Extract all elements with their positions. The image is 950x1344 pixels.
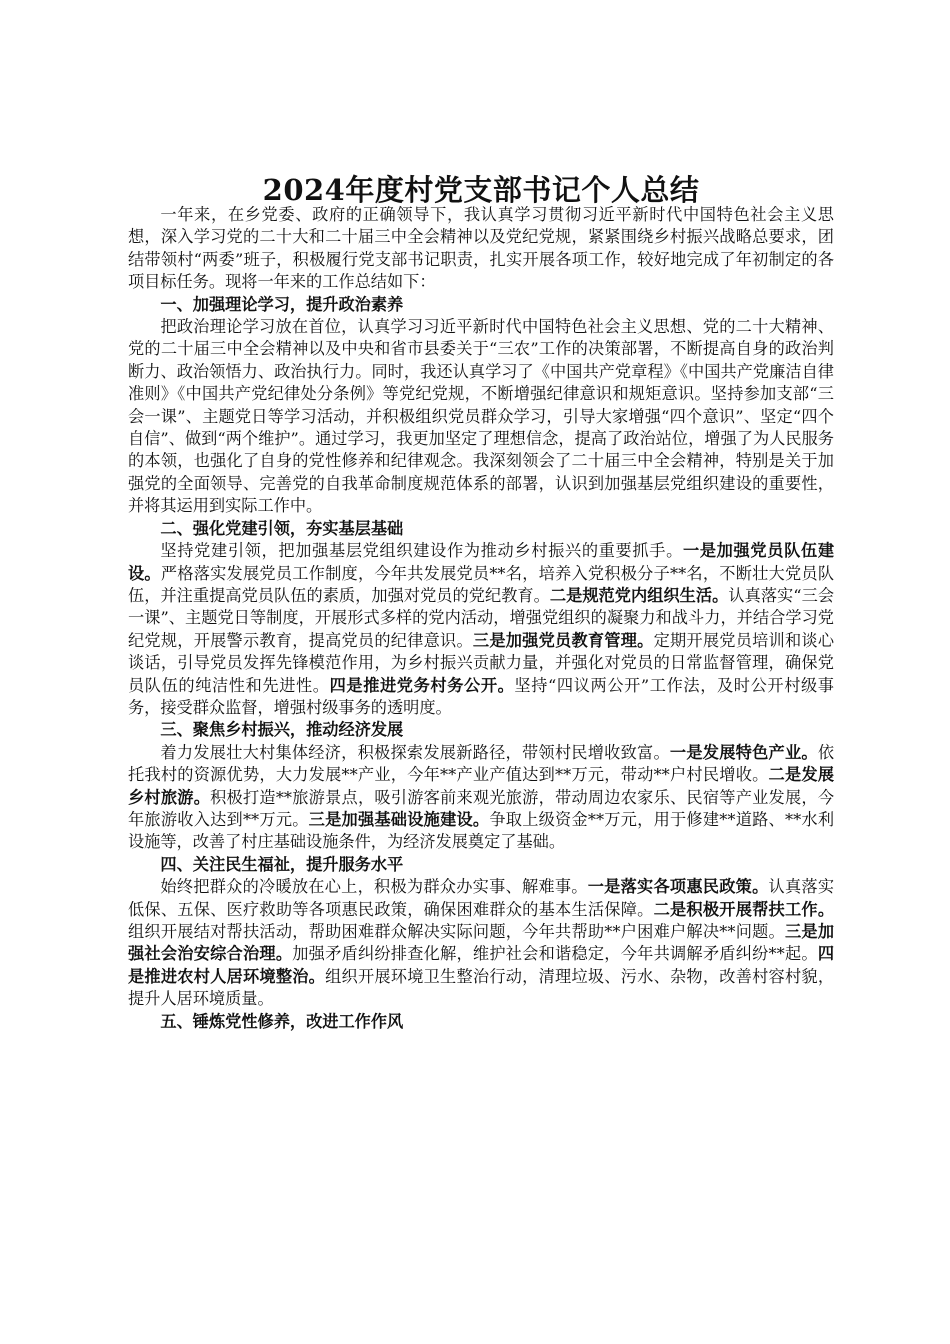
document-title: 2024年度村党支部书记个人总结: [262, 173, 700, 207]
section-2-heading: 二、强化党建引领，夯实基层基础: [160, 518, 404, 538]
section-2-paragraph: [128, 540, 834, 719]
document-page: [128, 170, 834, 1033]
section-4-paragraph: [128, 876, 834, 1010]
section-4-text-3: 加强矛盾纠纷排查化解，维护社会和谐稳定，今年共调解矛盾纠纷**起。: [292, 944, 818, 964]
section-4-text-4: 组织开展环境卫生整治行动，清理垃圾、污水、杂物，改善村容村貌，提升人居环境质量。: [128, 966, 835, 1009]
section-5-heading: 五、锤炼党性修养，改进工作作风: [160, 1011, 404, 1031]
section-2-point-1: 一是加强党员队伍建设。: [128, 541, 835, 583]
section-2-text-3: 定期开展党员培训和谈心谈话，引导党员发挥先锋模范作用，为乡村振兴贡献力量，并强化对党员的日常监督管理，确保党员队伍的纯洁性和先进性。: [128, 630, 835, 695]
section-2-text-1: 严格落实发展党员工作制度，今年共发展党员**名，培养入党积极分子**名，不断壮大党员队伍，并注重提高党员队伍的素质，加强对党员的党纪教育。: [128, 563, 835, 605]
section-4-point-1: 一是落实各项惠民政策。: [587, 877, 769, 897]
section-4-point-2: 二是积极开展帮扶工作。: [653, 899, 835, 919]
intro-paragraph: 一年来，在乡党委、政府的正确领导下，我认真学习贯彻习近平新时代中国特色社会主义思想，深入学习党的二十大和二十届三中全会精神以及党纪党规，紧紧围绕乡村振兴战略总要求，团结带领村“两委”班子，积极履行党支部书记职责，扎实开展各项工作，较好地完成了年初制定的各项目标任务。现将一年来的工作总结如下：: [128, 205, 834, 292]
section-3-heading: 三、聚焦乡村振兴，推动经济发展: [160, 720, 404, 740]
section-1-paragraph: 把政治理论学习放在首位，认真学习习近平新时代中国特色社会主义思想、党的二十大精神、党的二十届三中全会精神以及中央和省市县委关于“三农”工作的决策部署，不断提高自身的政治判断力、政治领悟力、政治执行力。同时，我还认真学习了《中国共产党章程》《中国共产党廉洁自律准则》《中国共产党纪律处分条例》等党纪党规，不断增强纪律意识和规矩意识。坚持参加支部“三会一课”、主题党日等学习活动，并积极组织党员群众学习，引导大家增强“四个意识”、坚定“四个自信”、做到“两个维护”。通过学习，我更加坚定了理想信念，提高了政治站位，增强了为人民服务的本领，也强化了自身的党性修养和纪律观念。我深刻领会了二十届三中全会精神，特别是关于加强党的全面领导、完善党的自我革命制度规范体系的部署，认识到加强基层党组织建设的重要性，并将其运用到实际工作中。: [128, 317, 834, 516]
section-3-text-0: 着力发展壮大村集体经济，积极探索发展新路径，带领村民增收致富。: [160, 742, 670, 762]
section-4-point-4: 四是推进农村人居环境整治。: [128, 944, 835, 986]
section-2-point-4: 四是推进党务村务公开。: [329, 675, 515, 695]
section-3-text-3: 争取上级资金**万元，用于修建**道路、**水利设施等，改善了村庄基础设施条件，为经济发展奠定了基础。: [128, 809, 835, 852]
section-3-text-1: 依托我村的资源优势，大力发展**产业，今年**产业产值达到**万元，带动**户村民增收。: [128, 742, 834, 785]
section-2-text-2: 认真落实“三会一课”、主题党日等制度，开展形式多样的党内活动，增强党组织的凝聚力和战斗力，并结合学习党纪党规，开展警示教育，提高党员的纪律意识。: [128, 585, 835, 650]
section-2-text-4: 坚持“四议两公开”工作法，及时公开村级事务，接受群众监督，增强村级事务的透明度。: [128, 675, 834, 717]
section-4-text-2: 组织开展结对帮扶活动，帮助困难群众解决实际问题，今年共帮助**户困难户解决**问题。: [128, 922, 785, 941]
section-3-point-3: 三是加强基础设施建设。: [308, 809, 490, 829]
section-2-text-0: 坚持党建引领，把加强基层党组织建设作为推动乡村振兴的重要抓手。: [160, 541, 683, 561]
section-4-text-1: 认真落实低保、五保、医疗救助等各项惠民政策，确保困难群众的基本生活保障。: [128, 877, 835, 919]
section-1-heading: 一、加强理论学习，提升政治素养: [160, 294, 404, 314]
section-3-paragraph: [128, 742, 834, 854]
section-3-point-2: 二是发展乡村旅游。: [128, 765, 835, 807]
section-4-text-0: 始终把群众的冷暖放在心上，积极为群众办实事、解难事。: [160, 877, 588, 897]
section-2-point-3: 三是加强党员教育管理。: [472, 630, 654, 650]
section-4-point-3: 三是加强社会治安综合治理。: [128, 922, 835, 964]
section-4-heading: 四、关注民生福祉，提升服务水平: [160, 854, 404, 874]
section-3-text-2: 积极打造**旅游景点，吸引游客前来观光旅游，带动周边农家乐、民宿等产业发展，今年旅游收入达到**万元。: [128, 787, 835, 829]
section-2-point-2: 二是规范党内组织生活。: [549, 585, 729, 605]
section-3-point-1: 一是发展特色产业。: [669, 742, 818, 762]
